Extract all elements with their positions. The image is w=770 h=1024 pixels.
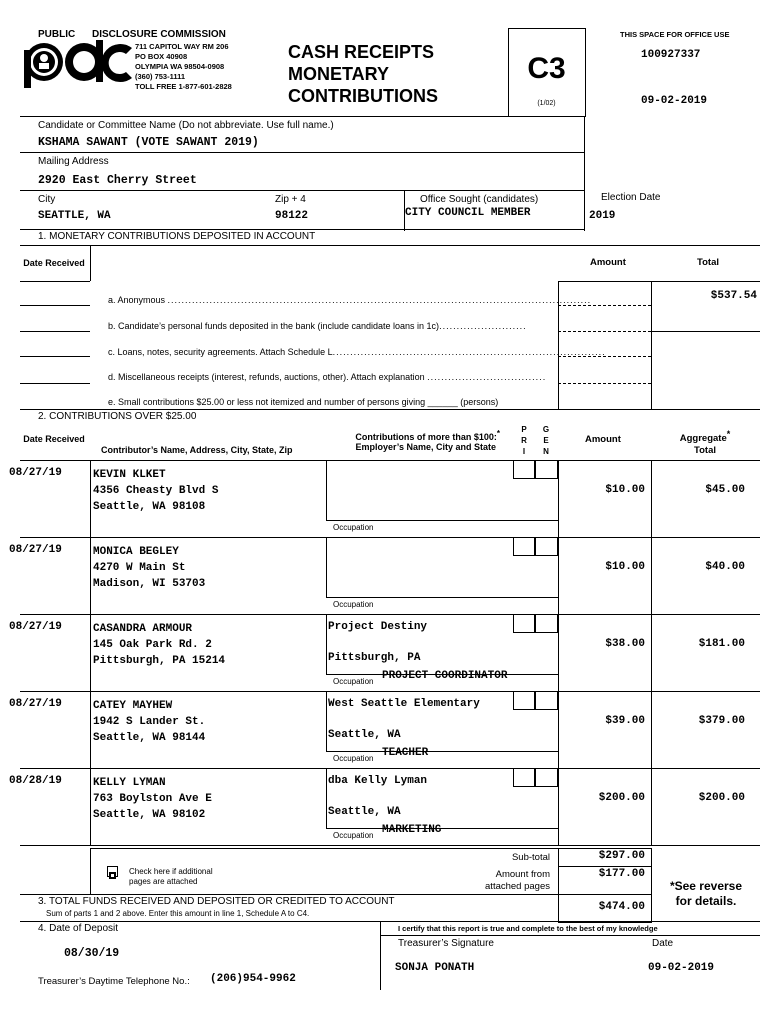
contributor-city[interactable]: Madison, WI 53703 xyxy=(93,578,206,590)
contributor-address[interactable]: 4270 W Main St xyxy=(93,562,186,574)
aggregate-total[interactable]: $40.00 xyxy=(705,561,745,573)
contributor-info xyxy=(93,544,205,592)
contributor-name[interactable]: MONICA BEGLEY xyxy=(93,546,179,558)
agency-name-right: DISCLOSURE COMMISSION xyxy=(92,29,226,40)
city[interactable]: SEATTLE, WA xyxy=(38,210,111,222)
mailing-address[interactable]: 2920 East Cherry Street xyxy=(38,174,197,187)
agency-address xyxy=(135,42,232,92)
contribution-date[interactable]: 08/27/19 xyxy=(9,467,62,479)
occupation-label: Occupation xyxy=(333,523,374,532)
occupation[interactable]: PROJECT COORDINATOR xyxy=(382,670,508,682)
zip[interactable]: 98122 xyxy=(275,210,309,222)
contributor-info xyxy=(93,698,205,746)
contribution-date[interactable]: 08/28/19 xyxy=(9,775,62,787)
section3-title: 3. TOTAL FUNDS RECEIVED AND DEPOSITED OR CREDITED TO ACCOUNT xyxy=(38,896,395,907)
total-funds-value[interactable]: $474.00 xyxy=(598,901,645,913)
form-code: C3 xyxy=(527,52,566,85)
contribution-amount[interactable]: $39.00 xyxy=(605,715,645,727)
contribution-amount[interactable]: $38.00 xyxy=(605,638,645,650)
s1-line-d: d. Miscellaneous receipts (interest, refunds, auctions, other). Attach explanation .................................. xyxy=(108,372,547,382)
see-reverse-note-1: *See reverse xyxy=(669,879,743,893)
treasurer-phone-label: Treasurer’s Daytime Telephone No.: xyxy=(38,976,190,987)
s1-amount-label: Amount xyxy=(590,257,626,268)
contributor-name[interactable]: KELLY LYMAN xyxy=(93,777,166,789)
employer-name[interactable]: Project Destiny xyxy=(328,621,428,633)
form-version: (1/02) xyxy=(537,100,556,107)
s1-line-a: a. Anonymous ......................................................................................................................... xyxy=(108,295,592,305)
form-title xyxy=(288,41,438,107)
contributor-city[interactable]: Seattle, WA 98144 xyxy=(93,732,206,744)
treasurer-signature[interactable]: SONJA PONATH xyxy=(395,962,475,974)
attached-pages-label-1: Check here if additional xyxy=(129,867,213,876)
city-label: City xyxy=(38,194,56,205)
occupation[interactable]: MARKETING xyxy=(382,824,442,836)
s1-line-a-total[interactable]: $537.54 xyxy=(710,290,757,302)
section4-title: 4. Date of Deposit xyxy=(38,923,119,934)
s1-line-b: b. Candidate’s personal funds deposited in the bank (include candidate loans in 1c)......................... xyxy=(108,321,527,331)
address-line: OLYMPIA WA 98504-0908 xyxy=(135,62,225,71)
aggregate-total[interactable]: $200.00 xyxy=(698,792,745,804)
agency-name-left: PUBLIC xyxy=(38,29,76,40)
attached-pages-checkbox[interactable] xyxy=(107,866,118,877)
subtotal-value[interactable]: $297.00 xyxy=(598,850,645,862)
attached-amount-label xyxy=(420,869,550,893)
s2-gen-label: G E N xyxy=(542,425,550,456)
s2-employer-label-2: Employer’s Name, City and State xyxy=(355,442,496,452)
s1-line-b-text: b. Candidate’s personal funds deposited in the bank (include candidate loans in 1c) xyxy=(108,321,440,331)
deposit-date[interactable]: 08/30/19 xyxy=(64,947,120,960)
aggregate-total[interactable]: $181.00 xyxy=(698,638,745,650)
election-date-label: Election Date xyxy=(601,192,661,203)
employer-city[interactable]: Pittsburgh, PA xyxy=(328,652,421,664)
form-title-line: CASH RECEIPTS xyxy=(288,42,435,62)
subtotal-label: Sub-total xyxy=(511,852,550,863)
s1-line-a-text: a. Anonymous xyxy=(108,295,168,305)
contributor-city[interactable]: Seattle, WA 98108 xyxy=(93,501,206,513)
s1-line-d-text: d. Miscellaneous receipts (interest, refunds, auctions, other). Attach explanation xyxy=(108,372,428,382)
aggregate-total[interactable]: $379.00 xyxy=(698,715,745,727)
contribution-amount[interactable]: $10.00 xyxy=(605,561,645,573)
contributor-address[interactable]: 4356 Cheasty Blvd S xyxy=(93,485,219,497)
attached-pages-label xyxy=(129,867,213,887)
contributor-info xyxy=(93,467,218,515)
s1-line-c: c. Loans, notes, security agreements. Attach Schedule L.............................................................................. xyxy=(108,347,606,357)
s1-total-label: Total xyxy=(697,257,719,268)
employer-city[interactable]: Seattle, WA xyxy=(328,729,401,741)
contributor-city[interactable]: Seattle, WA 98102 xyxy=(93,809,206,821)
contributor-name[interactable]: CATEY MAYHEW xyxy=(93,700,173,712)
pdc-logo xyxy=(22,40,134,88)
contributor-name[interactable]: KEVIN KLKET xyxy=(93,469,166,481)
see-reverse-note-2: for details. xyxy=(675,894,737,908)
s2-employer-label-1-text: Contributions of more than $100: xyxy=(355,432,497,442)
employer-city[interactable]: Seattle, WA xyxy=(328,806,401,818)
attached-amount-value[interactable]: $177.00 xyxy=(598,868,645,880)
s2-date-label: Date Received xyxy=(23,434,85,444)
s2-aggregate-label-2: Total xyxy=(694,445,716,457)
s2-aggregate-label-1: Aggregate* xyxy=(679,429,731,445)
s1-line-e: e. Small contributions $25.00 or less not itemized and number of persons giving ______ (persons) xyxy=(108,397,499,407)
address-line: (360) 753-1111 xyxy=(135,72,186,81)
employer-name[interactable]: dba Kelly Lyman xyxy=(328,775,428,787)
occupation-label: Occupation xyxy=(333,677,374,686)
contributor-address[interactable]: 763 Boylston Ave E xyxy=(93,793,212,805)
occupation-label: Occupation xyxy=(333,831,374,840)
occupation[interactable]: TEACHER xyxy=(382,747,429,759)
contributor-address[interactable]: 145 Oak Park Rd. 2 xyxy=(93,639,212,651)
certify-text: I certify that this report is true and complete to the best of my knowledge xyxy=(398,924,658,933)
candidate-name-label: Candidate or Committee Name (Do not abbreviate. Use full name.) xyxy=(38,120,334,131)
zip-label: Zip + 4 xyxy=(275,194,306,205)
form-title-line: MONETARY xyxy=(288,64,389,84)
treasurer-phone[interactable]: (206)954-9962 xyxy=(210,973,296,985)
occupation-label: Occupation xyxy=(333,754,374,763)
s2-employer-label-1: Contributions of more than $100:* xyxy=(355,429,500,442)
contributor-info xyxy=(93,775,212,823)
office-use-label: THIS SPACE FOR OFFICE USE xyxy=(620,30,730,39)
attached-amount-label-2: attached pages xyxy=(485,881,550,892)
contribution-date[interactable]: 08/27/19 xyxy=(9,621,62,633)
section1-title: 1. MONETARY CONTRIBUTIONS DEPOSITED IN ACCOUNT xyxy=(38,231,316,242)
office-sought-label: Office Sought (candidates) xyxy=(420,194,539,205)
s2-aggregate-label-1-text: Aggregate xyxy=(679,433,727,445)
aggregate-total[interactable]: $45.00 xyxy=(705,484,745,496)
s2-pri-label: P R I xyxy=(521,425,527,456)
signature-date-label: Date xyxy=(652,938,674,949)
s2-amount-label: Amount xyxy=(585,434,621,445)
election-date[interactable]: 2019 xyxy=(589,210,616,222)
contributor-city[interactable]: Pittsburgh, PA 15214 xyxy=(93,655,226,667)
office-id: 100927337 xyxy=(641,49,701,61)
section2-title: 2. CONTRIBUTIONS OVER $25.00 xyxy=(38,411,197,422)
address-line: 711 CAPITOL WAY RM 206 xyxy=(135,42,229,51)
address-line: TOLL FREE 1-877-601-2828 xyxy=(135,82,232,91)
attached-amount-label-1: Amount from xyxy=(495,869,550,880)
occupation-label: Occupation xyxy=(333,600,374,609)
section3-subtitle: Sum of parts 1 and 2 above. Enter this amount in line 1, Schedule A to C4. xyxy=(46,909,310,918)
contribution-amount[interactable]: $200.00 xyxy=(598,792,645,804)
contribution-amount[interactable]: $10.00 xyxy=(605,484,645,496)
contributor-info xyxy=(93,621,225,669)
office-sought[interactable]: CITY COUNCIL MEMBER xyxy=(405,207,531,219)
treasurer-signature-label: Treasurer’s Signature xyxy=(398,938,494,949)
contributor-address[interactable]: 1942 S Lander St. xyxy=(93,716,206,728)
contributor-name[interactable]: CASANDRA ARMOUR xyxy=(93,623,193,635)
s2-contributor-label: Contributor’s Name, Address, City, State, Zip xyxy=(101,445,293,455)
attached-pages-label-2: pages are attached xyxy=(129,877,198,886)
s2-aggregate-label xyxy=(660,428,750,457)
candidate-name[interactable]: KSHAMA SAWANT (VOTE SAWANT 2019) xyxy=(38,136,259,149)
mailing-address-label: Mailing Address xyxy=(38,156,109,167)
employer-name[interactable]: West Seattle Elementary xyxy=(328,698,480,710)
contribution-date[interactable]: 08/27/19 xyxy=(9,544,62,556)
signature-date[interactable]: 09-02-2019 xyxy=(648,962,715,974)
address-line: PO BOX 40908 xyxy=(135,52,188,61)
see-reverse-note xyxy=(656,879,756,909)
office-date: 09-02-2019 xyxy=(641,95,708,107)
contribution-date[interactable]: 08/27/19 xyxy=(9,698,62,710)
s1-date-label: Date Received xyxy=(23,258,85,268)
form-title-line: CONTRIBUTIONS xyxy=(288,86,438,106)
s1-line-c-text: c. Loans, notes, security agreements. Attach Schedule L xyxy=(108,347,333,357)
